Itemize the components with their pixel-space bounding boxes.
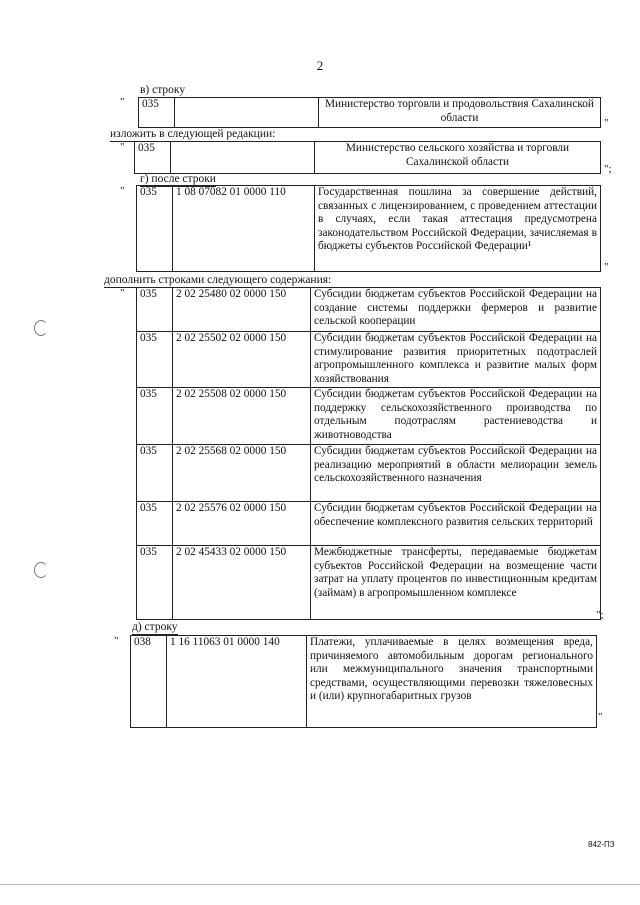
row-name: Платежи, уплачиваемые в целях возмещения вреда, причиняемого автомобильным дорогам регионального или межмуниципального значения транспортными средствами, осуществляющими перевозки тяжеловесных и (или) крупногабаритных грузов xyxy=(307,636,597,728)
quote-close-d: " xyxy=(598,711,603,723)
row-kbk: 1 08 07082 01 0000 110 xyxy=(173,186,315,272)
row-kbk: 2 02 45433 02 0000 150 xyxy=(173,546,311,620)
row-name: Субсидии бюджетам субъектов Российской Федерации на поддержку сельскохозяйственного производства по отдельным подотраслям растениеводства и животноводства xyxy=(311,388,601,445)
table-row xyxy=(137,288,601,332)
punch-hole-bottom xyxy=(34,562,48,578)
page-number: 2 xyxy=(316,58,324,73)
section-d-heading: д) строку xyxy=(132,621,178,633)
table-row xyxy=(137,502,601,546)
quote-open-d: " xyxy=(114,635,119,647)
section-g-new-rows xyxy=(136,287,601,620)
scan-edge-line xyxy=(0,884,640,885)
row-code: 035 xyxy=(137,288,173,332)
quote-open-v1: " xyxy=(120,96,125,108)
row-kbk: 2 02 25502 02 0000 150 xyxy=(173,332,311,388)
section-v-heading: в) строку xyxy=(140,84,186,96)
row-kbk: 2 02 25568 02 0000 150 xyxy=(173,445,311,502)
row-code: 035 xyxy=(137,332,173,388)
punch-hole-top xyxy=(34,320,48,336)
row-name: Министерство сельского хозяйства и торговли Сахалинской области xyxy=(315,142,601,174)
row-name: Субсидии бюджетам субъектов Российской Федерации на создание системы поддержки фермеров и развитие сельской кооперации xyxy=(311,288,601,332)
row-kbk: 2 02 25480 02 0000 150 xyxy=(173,288,311,332)
footer-code: 842-ПЗ xyxy=(588,840,615,849)
table-row xyxy=(137,546,601,620)
row-code: 038 xyxy=(131,636,167,728)
quote-close-semicolon-g: "; xyxy=(596,609,604,621)
table-row xyxy=(137,445,601,502)
quote-close-semicolon-v: "; xyxy=(604,163,612,175)
row-name: Межбюджетные трансферты, передаваемые бюджетам субъектов Российской Федерации на возмещение части затрат на уплату процентов по инвестиционным кредитам (займам) в агропромышленном комплексе xyxy=(311,546,601,620)
row-code: 035 xyxy=(137,388,173,445)
quote-close-g1: " xyxy=(604,261,609,273)
quote-open-g2: " xyxy=(120,287,125,299)
row-kbk: 2 02 25576 02 0000 150 xyxy=(173,502,311,546)
row-kbk xyxy=(175,98,319,128)
row-name: Министерство торговли и продовольствия Сахалинской области xyxy=(319,98,601,128)
section-g-transition: дополнить строками следующего содержания: xyxy=(104,274,332,286)
section-v-old-row xyxy=(138,97,601,128)
row-code: 035 xyxy=(137,445,173,502)
row-kbk: 2 02 25508 02 0000 150 xyxy=(173,388,311,445)
table-row xyxy=(137,332,601,388)
section-d-row xyxy=(130,635,597,728)
row-code: 035 xyxy=(139,98,175,128)
row-name: Субсидии бюджетам субъектов Российской Федерации на обеспечение комплексного развития сельских территорий xyxy=(311,502,601,546)
row-name: Субсидии бюджетам субъектов Российской Федерации на реализацию мероприятий в области мелиорации земель сельскохозяйственного назначения xyxy=(311,445,601,502)
section-v-new-row xyxy=(134,141,601,174)
row-name: Государственная пошлина за совершение действий, связанных с лицензированием, с проведением аттестации в случаях, если такая аттестация предусмотрена законодательством Российской Федерации, зачисляемая в бюджеты субъектов Российской Федерации¹ xyxy=(315,186,601,272)
section-g-old-row xyxy=(136,185,601,272)
quote-close-v1: " xyxy=(604,117,609,129)
row-code: 035 xyxy=(137,502,173,546)
row-code: 035 xyxy=(137,546,173,620)
quote-open-g1: " xyxy=(120,185,125,197)
section-v-transition: изложить в следующей редакции: xyxy=(110,128,276,140)
row-code: 035 xyxy=(137,186,173,272)
row-code: 035 xyxy=(135,142,171,174)
row-kbk xyxy=(171,142,315,174)
section-g-heading: г) после строки xyxy=(140,173,216,185)
table-row xyxy=(137,388,601,445)
row-kbk: 1 16 11063 01 0000 140 xyxy=(167,636,307,728)
row-name: Субсидии бюджетам субъектов Российской Федерации на стимулирование развития приоритетных подотраслей агропромышленного комплекса и развитие малых форм хозяйствования xyxy=(311,332,601,388)
quote-open-v2: " xyxy=(120,141,125,153)
